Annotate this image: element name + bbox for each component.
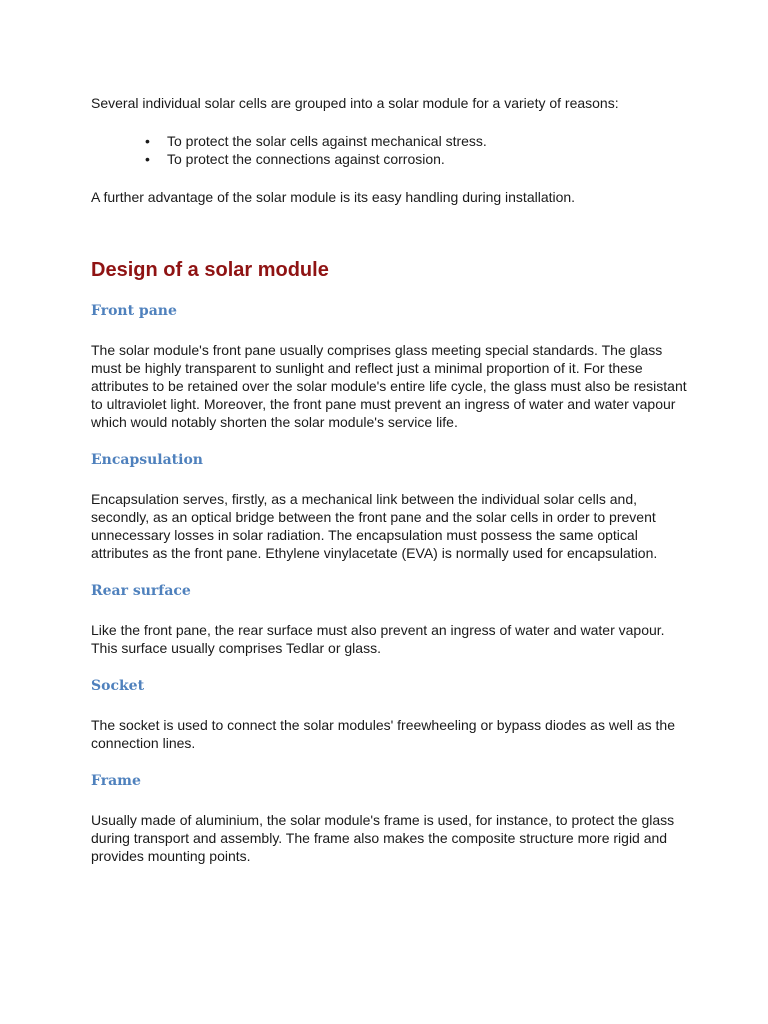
advantage-paragraph: A further advantage of the solar module is its easy handling during installation.: [91, 189, 576, 205]
rear-surface-paragraph: Like the front pane, the rear surface must also prevent an ingress of water and water vapour. This surface usually comprises Tedlar or glass.: [91, 622, 665, 656]
encapsulation-paragraph: Encapsulation serves, firstly, as a mechanical link between the individual solar cells and, secondly, as an optical bridge between the front pane and the solar cells in order to prevent unnecessary losses in solar radiation. The encapsulation must possess the same optical attributes as the front pane. Ethylene vinylacetate (EVA) is normally used for encapsulation.: [91, 491, 658, 561]
frame-paragraph: Usually made of aluminium, the solar module's frame is used, for instance, to protect the glass during transport and assembly. The frame also makes the composite structure more rigid and provides mounting points.: [91, 812, 675, 864]
front-pane-paragraph: The solar module's front pane usually comprises glass meeting special standards. The glass must be highly transparent to sunlight and reflect just a minimal proportion of it. For these attributes to be retained over the solar module's entire life cycle, the glass must also be resistant to ultraviolet light. Moreover, the front pane must prevent an ingress of water and water vapour which would notably shorten the solar module's service life.: [91, 342, 687, 430]
subheading-socket: Socket: [91, 678, 145, 694]
subheading-front-pane: Front pane: [91, 303, 177, 319]
list-item-text: To protect the solar cells against mechanical stress.: [167, 133, 487, 149]
socket-paragraph: The socket is used to connect the solar modules' freewheeling or bypass diodes as well as the connection lines.: [91, 717, 675, 751]
intro-paragraph: Several individual solar cells are grouped into a solar module for a variety of reasons:: [91, 95, 619, 111]
list-item: [145, 132, 691, 150]
subheading-rear-surface: Rear surface: [91, 583, 191, 599]
section-heading: Design of a solar module: [91, 259, 329, 281]
list-item-text: To protect the connections against corrosion.: [167, 151, 445, 167]
subheading-frame: Frame: [91, 773, 141, 789]
subheading-encapsulation: Encapsulation: [91, 452, 203, 468]
bullet-icon: •: [145, 151, 150, 167]
bullet-icon: •: [145, 133, 150, 149]
list-item: [145, 150, 691, 168]
reasons-list: [91, 132, 691, 168]
document-page: [91, 94, 691, 884]
